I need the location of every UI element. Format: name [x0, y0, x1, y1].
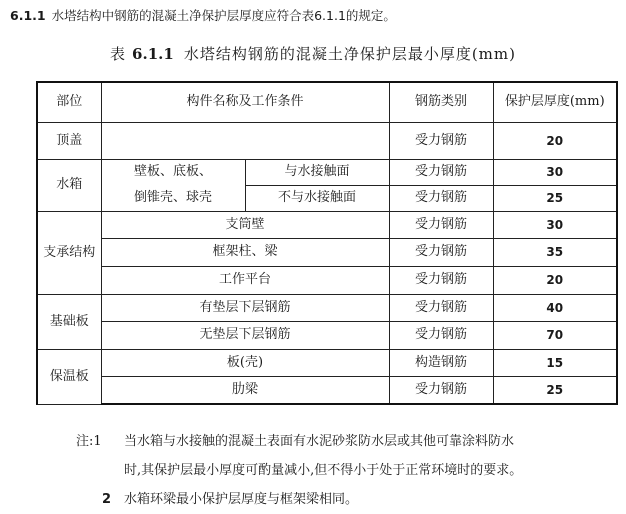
part-cell: 支承结构 [37, 211, 101, 294]
condition-cell: 不与水接触面 [245, 185, 389, 211]
header-part: 部位 [37, 82, 101, 122]
table-row [37, 321, 617, 349]
table-row [37, 376, 617, 404]
header-component: 构件名称及工作条件 [101, 82, 389, 122]
rebar-cell: 受力钢筋 [389, 376, 493, 404]
rebar-cell: 受力钢筋 [389, 211, 493, 238]
note-text: 当水箱与水接触的混凝土表面有水泥砂浆防水层或其他可靠涂料防水 [124, 434, 515, 449]
component-cell: 板(壳) [101, 349, 389, 376]
note-number: 2 [102, 492, 112, 507]
part-cell: 保温板 [37, 349, 101, 404]
table-row [37, 122, 617, 159]
cover-value-cell: 25 [493, 376, 617, 404]
cover-value-cell: 35 [493, 238, 617, 266]
cover-value-cell: 15 [493, 349, 617, 376]
note-text: 水箱环梁最小保护层厚度与框架梁相同。 [124, 492, 359, 507]
condition-cell: 与水接触面 [245, 159, 389, 185]
header-cover: 保护层厚度(mm) [493, 82, 617, 122]
rebar-cell: 受力钢筋 [389, 321, 493, 349]
rebar-cell: 构造钢筋 [389, 349, 493, 376]
rebar-cell: 受力钢筋 [389, 185, 493, 211]
part-cell: 水箱 [37, 159, 101, 211]
part-cell: 顶盖 [37, 122, 101, 159]
table-row [37, 266, 617, 294]
table-row [37, 159, 617, 185]
component-cell: 支筒壁 [101, 211, 389, 238]
rebar-cell: 受力钢筋 [389, 122, 493, 159]
caption-text: 水塔结构钢筋的混凝土净保护层最小厚度(mm) [183, 45, 516, 63]
note-1-line-1 [76, 427, 616, 456]
note-label: 注:1 [76, 434, 102, 449]
intro-paragraph [10, 6, 396, 24]
rebar-cell: 受力钢筋 [389, 294, 493, 321]
component-cell [101, 122, 389, 159]
component-cell [101, 159, 245, 211]
cover-value-cell: 30 [493, 159, 617, 185]
caption-number: 6.1.1 [132, 45, 174, 63]
cover-value-cell: 25 [493, 185, 617, 211]
table-row [37, 238, 617, 266]
clause-text: 水塔结构中钢筋的混凝土净保护层厚度应符合表6.1.1的规定。 [51, 8, 396, 23]
table-row [37, 211, 617, 238]
cover-value-cell: 40 [493, 294, 617, 321]
table-notes [76, 427, 616, 514]
note-1-line-2 [76, 456, 616, 485]
component-cell: 有垫层下层钢筋 [101, 294, 389, 321]
header-rebar: 钢筋类别 [389, 82, 493, 122]
rebar-cell: 受力钢筋 [389, 238, 493, 266]
clause-number: 6.1.1 [10, 8, 46, 23]
component-cell: 框架柱、梁 [101, 238, 389, 266]
table-header-row [37, 82, 617, 122]
component-cell: 无垫层下层钢筋 [101, 321, 389, 349]
caption-prefix: 表 [110, 45, 127, 63]
component-line: 倒锥壳、球壳 [133, 190, 212, 205]
part-cell: 基础板 [37, 294, 101, 349]
cover-thickness-table [36, 81, 618, 405]
cover-value-cell: 20 [493, 266, 617, 294]
note-2 [76, 485, 616, 514]
component-cell: 肋梁 [101, 376, 389, 404]
table-row [37, 349, 617, 376]
table-row [37, 294, 617, 321]
cover-value-cell: 70 [493, 321, 617, 349]
table-caption [0, 43, 626, 64]
rebar-cell: 受力钢筋 [389, 266, 493, 294]
note-text: 时,其保护层最小厚度可酌量减小,但不得小于处于正常环境时的要求。 [124, 463, 523, 478]
cover-value-cell: 20 [493, 122, 617, 159]
rebar-cell: 受力钢筋 [389, 159, 493, 185]
component-line: 壁板、底板、 [133, 164, 212, 179]
component-cell: 工作平台 [101, 266, 389, 294]
cover-value-cell: 30 [493, 211, 617, 238]
